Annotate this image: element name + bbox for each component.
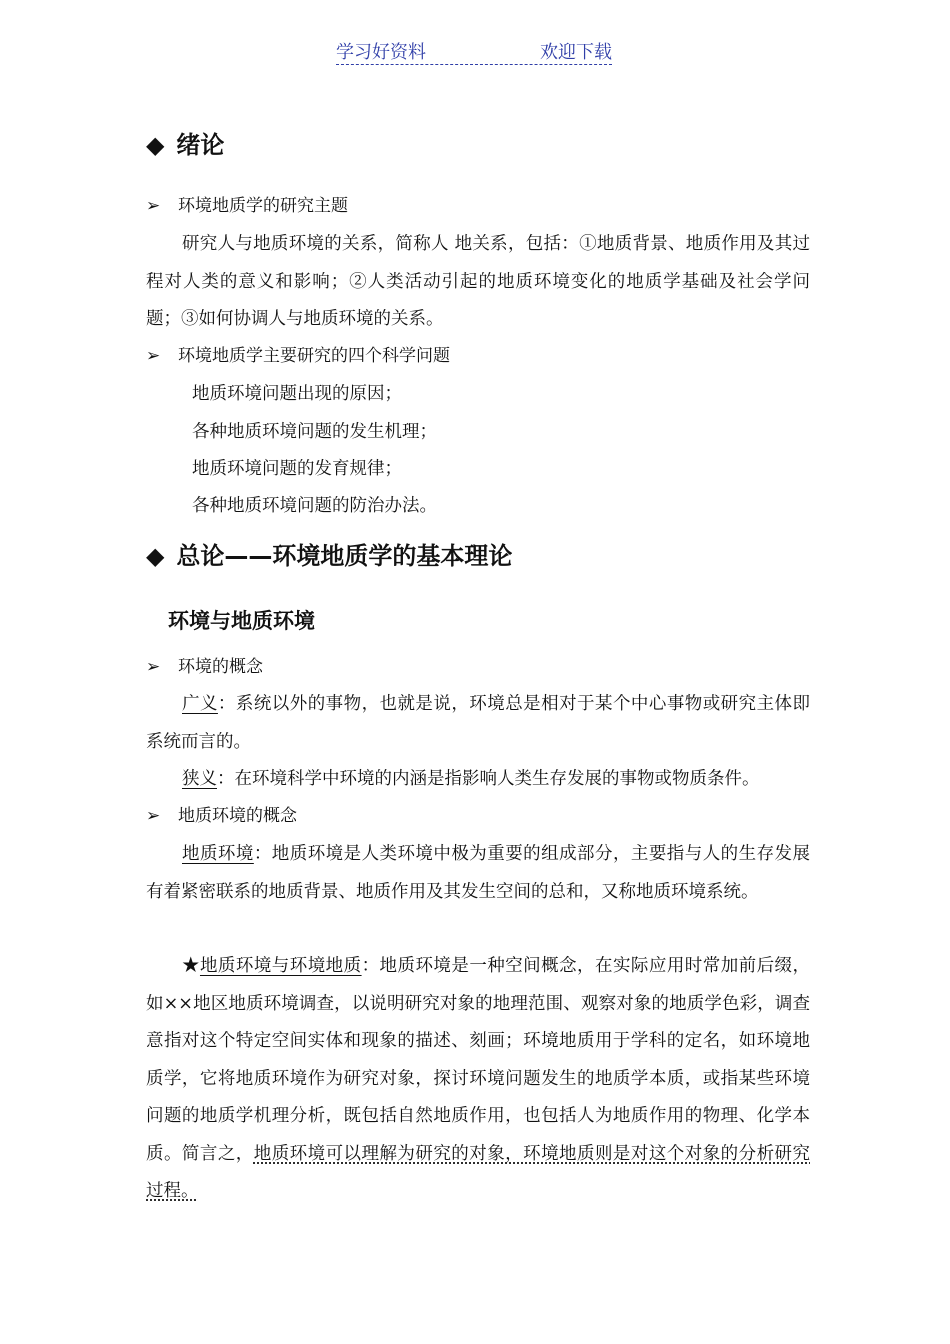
paragraph-broad-definition xyxy=(146,686,810,761)
diamond-icon: ◆ xyxy=(146,131,165,159)
bullet-research-topic xyxy=(146,194,348,218)
paragraph-geo-vs-env-geology xyxy=(146,948,810,1211)
section-title: 总论——环境地质学的基本理论 xyxy=(176,542,513,570)
header-left-text: 学习好资料 xyxy=(336,42,426,63)
subsection-title: 环境与地质环境 xyxy=(168,609,315,633)
bullet-text: 地质环境的概念 xyxy=(178,806,297,826)
list-item: 地质环境问题的发育规律； xyxy=(192,459,402,479)
arrow-bullet-icon: ➢ xyxy=(146,346,161,366)
section-heading-general-theory xyxy=(146,540,512,572)
bullet-geo-environment-concept xyxy=(146,804,297,828)
list-item: 地质环境问题出现的原因； xyxy=(192,384,402,404)
page-header xyxy=(336,36,612,65)
section-heading-introduction xyxy=(146,129,224,161)
bullet-text: 环境地质学主要研究的四个科学问题 xyxy=(178,346,450,366)
paragraph-narrow-definition xyxy=(146,761,810,799)
arrow-bullet-icon: ➢ xyxy=(146,806,161,826)
arrow-bullet-icon: ➢ xyxy=(146,657,161,677)
arrow-bullet-icon: ➢ xyxy=(146,196,161,216)
star-icon: ★ xyxy=(182,956,200,976)
definition-text: ：地质环境是一种空间概念，在实际应用时常加前后缀，如××地区地质环境调查，以说明研究对象的地理范围、观察对象的地质学色彩，调查意指对这个特定空间实体和现象的描述、刻画；环境地质用于学科的定名，如环境地质学，它将地质环境作为研究对象，探讨环境问题发生的地质学本质，或指某些环境问题的地质学机理分析，既包括自然地质作用，也包括人为地质作用的物理、化学本质。简言之， xyxy=(146,956,811,1164)
term-broad: 广义 xyxy=(182,694,218,714)
bullet-environment-concept xyxy=(146,655,263,679)
bullet-text: 环境地质学的研究主题 xyxy=(178,196,348,216)
term-geo-environment: 地质环境 xyxy=(182,844,254,864)
list-item: 各种地质环境问题的防治办法。 xyxy=(192,496,437,516)
bullet-text: 环境的概念 xyxy=(178,657,263,677)
paragraph-geo-environment xyxy=(146,836,810,911)
section-title: 绪论 xyxy=(176,131,225,159)
definition-text: ：在环境科学中环境的内涵是指影响人类生存发展的事物或物质条件。 xyxy=(217,769,760,789)
definition-text: ：地质环境是人类环境中极为重要的组成部分，主要指与人的生存发展有着紧密联系的地质背景、地质作用及其发生空间的总和，又称地质环境系统。 xyxy=(146,844,811,902)
diamond-icon: ◆ xyxy=(146,542,165,570)
conclusion-text: 地质环境可以理解为研究的对象，环境地质则是对这个对象的分析研究过程。 xyxy=(146,1143,810,1201)
term-narrow: 狭义 xyxy=(182,769,217,789)
bullet-four-questions xyxy=(146,344,450,368)
paragraph-research-topic: 研究人与地质环境的关系，简称人 地关系，包括：①地质背景、地质作用及其过程对人类的意义和影响；②人类活动引起的地质环境变化的地质学基础及社会学问题；③如何协调人与地质环境的关系。 xyxy=(146,234,810,329)
definition-text: ：系统以外的事物，也就是说，环境总是相对于某个中心事物或研究主体即系统而言的。 xyxy=(146,694,811,752)
list-item: 各种地质环境问题的发生机理； xyxy=(192,422,437,442)
term-geo-vs-env-geology: 地质环境与环境地质 xyxy=(199,956,362,976)
header-right-text: 欢迎下载 xyxy=(540,42,612,63)
